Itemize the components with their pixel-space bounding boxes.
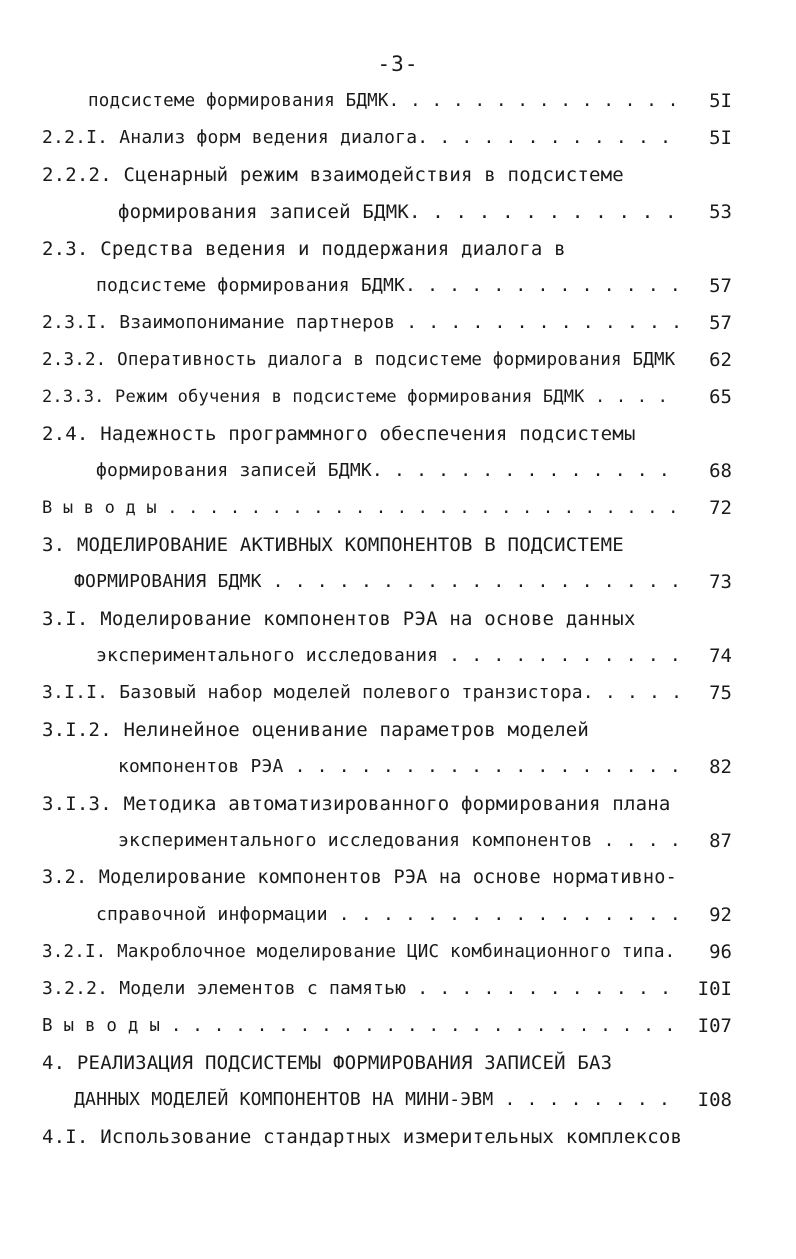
toc-entry-text: формирования записей БДМК. . . . . . . . . . . . [118,201,677,223]
toc-entry-text: 2.3. Средства ведения и поддержания диалога в [42,238,566,260]
toc-entry-page: 5I [709,90,732,112]
toc-entry-text: компонентов РЭА . . . . . . . . . . . . . . . . . . [118,756,681,777]
page-number: -3- [377,52,419,76]
toc-entry-text: В ы в о д ы . . . . . . . . . . . . . . . . . . . . . . . . [42,1016,676,1036]
toc-entry-text: 4.I. Использование стандартных измерительных комплексов [42,1126,683,1148]
toc-entry-page: 82 [709,756,732,778]
toc-entry-text: ДАННЫХ МОДЕЛЕЙ КОМПОНЕНТОВ НА МИНИ-ЭВМ . . . . . . . . [74,1089,670,1110]
toc-entry-text: 3.I. Моделирование компонентов РЭА на основе данных [42,608,636,630]
toc-entry-text: 2.3.I. Взаимопонимание партнеров . . . . . . . . . . . . . [42,312,683,333]
toc-entry-page: 87 [709,830,732,852]
toc-entry-page: 65 [709,386,732,408]
toc-entry-text: 2.2.2. Сценарный режим взаимодействия в подсистеме [42,164,624,186]
toc-entry-text: 2.2.I. Анализ форм ведения диалога. . . . . . . . . . . . [42,127,672,148]
toc-entry-page: I0I [697,978,732,1000]
toc-entry-text: 3.I.3. Методика автоматизированного формирования плана [42,793,671,815]
toc-entry-text: 3. МОДЕЛИРОВАНИЕ АКТИВНЫХ КОМПОНЕНТОВ В ПОДСИСТЕМЕ [42,534,624,556]
toc-entry-text: подсистеме формирования БДМК. . . . . . . . . . . . . . [88,91,679,111]
toc-entry-text: экспериментального исследования компонентов . . . . [118,830,681,851]
toc-entry-text: В ы в о д ы . . . . . . . . . . . . . . . . . . . . . . . . . [42,498,679,518]
toc-entry-page: I08 [697,1089,732,1111]
toc-entry-text: ФОРМИРОВАНИЯ БДМК . . . . . . . . . . . . . . . . . . . [74,571,682,592]
toc-entry-text: 2.4. Надежность программного обеспечения подсистемы [42,423,636,445]
toc-entry-page: 72 [709,497,732,519]
toc-entry-text: 3.I.I. Базовый набор моделей полевого транзистора. . . . . [42,682,683,703]
toc-entry-page: 68 [709,460,732,482]
toc-entry-page: 73 [709,571,732,593]
toc-entry-page: 57 [709,312,732,334]
toc-entry-text: подсистеме формирования БДМК. . . . . . . . . . . . . [96,275,681,296]
toc-entry-page: 62 [709,349,732,371]
toc-entry-page: 92 [709,904,732,926]
toc-entry-text: 3.2.2. Модели элементов с памятью . . . . . . . . . . . . [42,978,672,999]
toc-entry-text: 3.2. Моделирование компонентов РЭА на основе нормативно- [42,867,677,888]
toc-entry-page: 74 [709,645,732,667]
toc-entry-text: 4. РЕАЛИЗАЦИЯ ПОДСИСТЕМЫ ФОРМИРОВАНИЯ ЗАПИСЕЙ БАЗ [42,1052,613,1074]
toc-entry-page: 5I [709,127,732,149]
toc-entry-page: 57 [709,275,732,297]
toc-entry-text: 2.3.3. Режим обучения в подсистеме формирования БДМК . . . . [42,387,669,407]
toc-entry-page: 53 [709,201,732,223]
toc-entry-text: справочной информации . . . . . . . . . . . . . . . . [96,904,681,925]
toc-entry-text: формирования записей БДМК. . . . . . . . . . . . . . [96,460,670,481]
toc-entry-text: экспериментального исследования . . . . . . . . . . . [96,645,681,666]
toc-entry-text: 2.3.2. Оперативность диалога в подсистеме формирования БДМК [42,350,676,370]
toc-entry-page: 75 [709,682,732,704]
toc-entry-text: 3.I.2. Нелинейное оценивание параметров моделей [42,719,590,741]
toc-entry-page: I07 [697,1015,732,1037]
toc-entry-page: 96 [709,941,732,963]
toc-entry-text: 3.2.I. Макроблочное моделирование ЦИС комбинационного типа. [42,942,676,962]
